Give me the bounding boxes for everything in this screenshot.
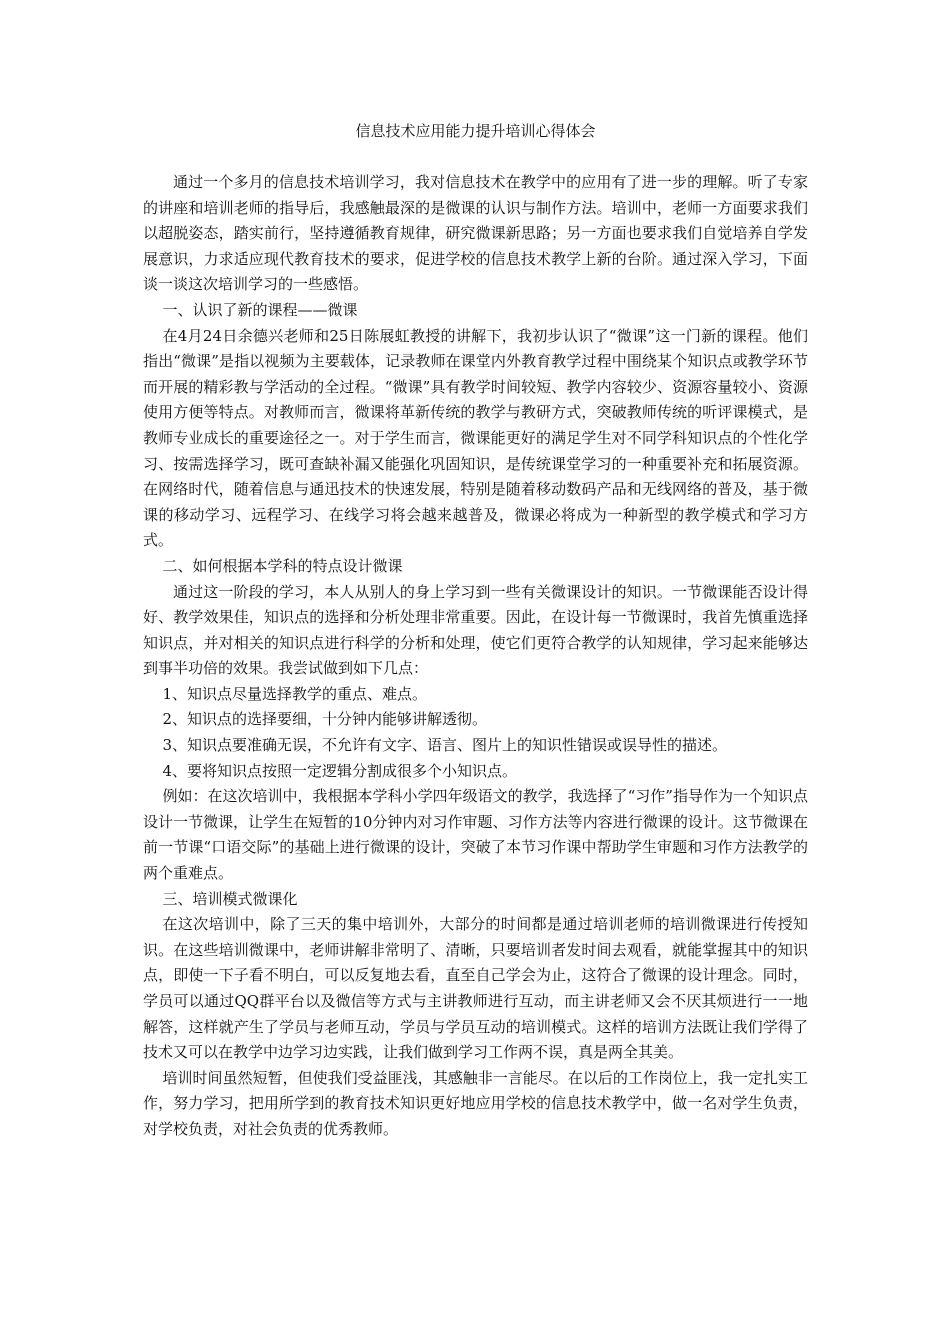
list-item: 4、要将知识点按照一定逻辑分割成很多个小知识点。 <box>162 761 518 780</box>
section-2-heading: 二、如何根据本学科的特点设计微课 <box>162 556 403 575</box>
section-3-heading: 三、培训模式微课化 <box>162 889 298 908</box>
section-1-heading: 一、认识了新的课程——微课 <box>162 300 358 319</box>
list-item: 2、知识点的选择要细，十分钟内能够讲解透彻。 <box>162 710 488 729</box>
document-page <box>143 120 808 1143</box>
section-3-body: 在这次培训中，除了三天的集中培训外，大部分的时间都是通过培训老师的培训微课进行传授知识。在这些培训微课中，老师讲解非常明了、清晰，只要培训者发时间去观看，就能掌握其中的知识点，即使一下子看不明白，可以反复地去看，直至自己学会为止，这符合了微课的设计理念。同时，学员可以通过QQ群平台以及微信等方式与主讲教师进行互动，而主讲老师又会不厌其烦进行一一地解答，这样就产生了学员与老师互动，学员与学员互动的培训模式。这样的培训方法既让我们学得了技术又可以在教学中边学习边实践，让我们做到学习工作两不误，真是两全其美。 <box>143 915 808 1062</box>
intro-paragraph: 通过一个多月的信息技术培训学习，我对信息技术在教学中的应用有了进一步的理解。听了专家的讲座和培训老师的指导后，我感触最深的是微课的认识与制作方法。培训中，老师一方面要求我们以超脱姿态，踏实前行，坚持遵循教育规律，研究微课新思路；另一方面也要求我们自觉培养自学发展意识，力求适应现代教育技术的要求，促进学校的信息技术教学上新的台阶。通过深入学习，下面谈一谈这次培训学习的一些感悟。 <box>143 173 808 294</box>
list-item: 3、知识点要准确无误，不允许有文字、语言、图片上的知识性错误或误导性的描述。 <box>162 736 728 755</box>
list-item: 1、知识点尽量选择教学的重点、难点。 <box>162 684 428 703</box>
section-1-body: 在4月24日余德兴老师和25日陈展虹教授的讲解下，我初步认识了“微课”这一门新的课程。他们指出“微课”是指以视频为主要载体，记录教师在课堂内外教育教学过程中围绕某个知识点或教学环节而开展的精彩教与学活动的全过程。“微课”具有教学时间较短、教学内容较少、资源容量较小、资源使用方便等特点。对教师而言，微课将革新传统的教学与教研方式，突破教师传统的听评课模式，是教师专业成长的重要途径之一。对于学生而言，微课能更好的满足学生对不同学科知识点的个性化学习、按需选择学习，既可查缺补漏又能强化巩固知识，是传统课堂学习的一种重要补充和拓展资源。在网络时代，随着信息与通迅技术的快速发展，特别是随着移动数码产品和无线网络的普及，基于微课的移动学习、远程学习、在线学习将会越来越普及，微课必将成为一种新型的教学模式和学习方式。 <box>143 326 808 550</box>
document-title: 信息技术应用能力提升培训心得体会 <box>355 122 596 140</box>
section-2-example: 例如：在这次培训中，我根据本学科小学四年级语文的教学，我选择了“习作”指导作为一个知识点设计一节微课，让学生在短暂的10分钟内对习作审题、习作方法等内容进行微课的设计。这节微课在前一节课“口语交际”的基础上进行微课的设计，突破了本节习作课中帮助学生审题和习作方法教学的两个重难点。 <box>143 787 808 883</box>
section-2-body: 通过这一阶段的学习，本人从别人的身上学习到一些有关微课设计的知识。一节微课能否设计得好、教学效果佳，知识点的选择和分析处理非常重要。因此，在设计每一节微课时，我首先慎重选择知识点，并对相关的知识点进行科学的分析和处理，使它们更符合教学的认知规律，学习起来能够达到事半功倍的效果。我尝试做到如下几点： <box>143 582 808 678</box>
conclusion-paragraph: 培训时间虽然短暂，但使我们受益匪浅，其感触非一言能尽。在以后的工作岗位上，我一定扎实工作，努力学习，把用所学到的教育技术知识更好地应用学校的信息技术教学中，做一名对学生负责，对学校负责，对社会负责的优秀教师。 <box>143 1068 808 1138</box>
